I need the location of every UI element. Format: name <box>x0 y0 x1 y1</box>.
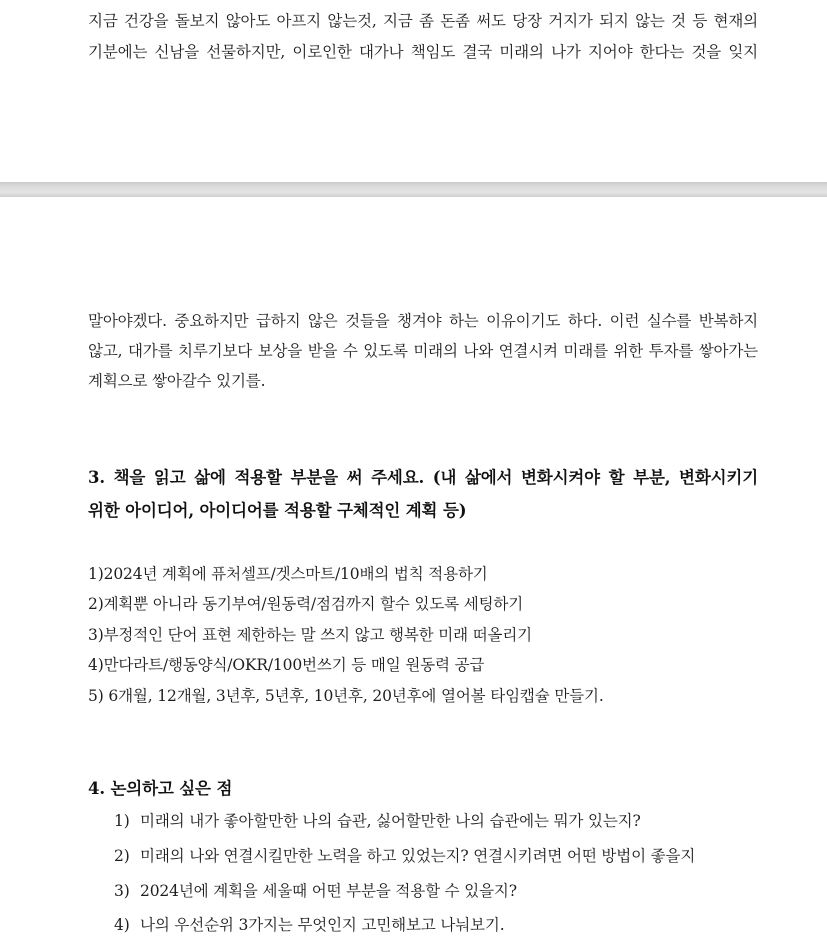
document-page-upper <box>0 0 827 182</box>
list-number: 3) <box>114 882 130 900</box>
section-3-heading: 위한 아이디어, 아이디어를 적용할 구체적인 계획 등) <box>88 501 467 520</box>
section-3-heading: 3. 책을 읽고 삶에 적용할 부분을 써 주세요. (내 삶에서 변화시켜야 할 부분, 변화시키기 <box>88 468 758 487</box>
plan-list-item: 4)만다라트/행동양식/OKR/100번쓰기 등 매일 원동력 공급 <box>88 656 485 674</box>
discussion-list-item <box>114 846 754 866</box>
list-text: 나의 우선순위 3가지는 무엇인지 고민해보고 나눠보기. <box>140 916 505 934</box>
discussion-list-item <box>114 915 754 935</box>
plan-list-item: 2)계획뿐 아니라 동기부여/원동력/점검까지 할수 있도록 세팅하기 <box>88 595 524 613</box>
body-text-line: 말아야겠다. 중요하지만 급하지 않은 것들을 챙겨야 하는 이유이기도 하다. 이런 실수를 반복하지 <box>88 312 758 330</box>
plan-list-item: 1)2024년 계획에 퓨처셀프/겟스마트/10배의 법칙 적용하기 <box>88 565 488 583</box>
list-text: 미래의 나와 연결시킬만한 노력을 하고 있었는지? 연결시키려면 어떤 방법이 좋을지 <box>140 847 696 865</box>
plan-list-item: 5) 6개월, 12개월, 3년후, 5년후, 10년후, 20년후에 열어볼 타임캡슐 만들기. <box>88 687 604 705</box>
list-text: 미래의 내가 좋아할만한 나의 습관, 싫어할만한 나의 습관에는 뭐가 있는지? <box>140 812 641 830</box>
body-text-line: 기분에는 신남을 선물하지만, 이로인한 대가나 책임도 결국 미래의 나가 지어야 한다는 것을 잊지 <box>88 43 758 61</box>
list-text: 2024년에 계획을 세울때 어떤 부분을 적용할 수 있을지? <box>140 882 517 900</box>
body-text-line: 지금 건강을 돌보지 않아도 아프지 않는것, 지금 좀 돈좀 써도 당장 거지가 되지 않는 것 등 현재의 <box>88 12 758 30</box>
body-text-line: 계획으로 쌓아갈수 있기를. <box>88 372 266 390</box>
body-text-line: 않고, 대가를 치루기보다 보상을 받을 수 있도록 미래의 나와 연결시켜 미래를 위한 투자를 쌓아가는 <box>88 342 758 360</box>
document-page-lower <box>0 197 827 939</box>
discussion-list-item <box>114 881 754 901</box>
page-break-divider <box>0 182 827 197</box>
section-4-heading: 4. 논의하고 싶은 점 <box>88 779 233 798</box>
list-number: 4) <box>114 916 130 934</box>
plan-list-item: 3)부정적인 단어 표현 제한하는 말 쓰지 않고 행복한 미래 떠올리기 <box>88 626 533 644</box>
discussion-list-item <box>114 811 754 831</box>
list-number: 1) <box>114 812 130 830</box>
list-number: 2) <box>114 847 130 865</box>
